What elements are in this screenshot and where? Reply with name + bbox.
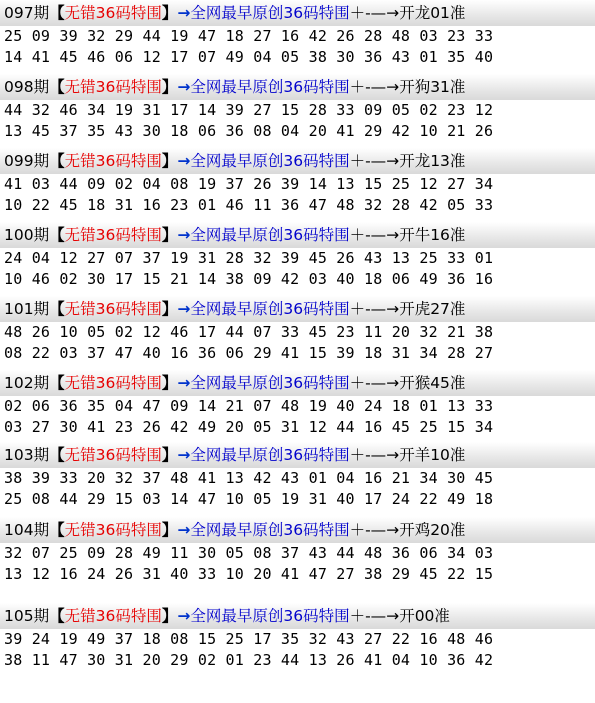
right-bracket: 】 (161, 226, 178, 244)
period-header (0, 148, 595, 174)
result-label: 开龙13准 (399, 152, 466, 170)
period-number: 102期 (4, 374, 50, 392)
number-row: 02 06 36 35 04 47 09 14 21 07 48 19 40 24 18 01 13 33 (4, 397, 494, 415)
connector: ＋-—→ (349, 226, 400, 244)
period-number: 103期 (4, 446, 50, 464)
number-row: 10 22 45 18 31 16 23 01 46 11 36 47 48 32 28 42 05 33 (4, 196, 494, 214)
left-bracket: 【 (49, 226, 65, 244)
right-bracket: 】 (161, 607, 178, 625)
number-row: 08 22 03 37 47 40 16 36 06 29 41 15 39 18 31 34 28 27 (4, 344, 494, 362)
period-number: 097期 (4, 4, 50, 22)
tag-label: 无错36码特围 (64, 78, 162, 96)
period-number: 101期 (4, 300, 50, 318)
description-label: 全网最早原创36码特围 (190, 374, 350, 392)
left-bracket: 【 (49, 446, 65, 464)
connector: ＋-—→ (349, 4, 400, 22)
period-block (0, 370, 595, 438)
tag-label: 无错36码特围 (64, 446, 162, 464)
period-header (0, 603, 595, 629)
tag-label: 无错36码特围 (64, 374, 162, 392)
number-row: 41 03 44 09 02 04 08 19 37 26 39 14 13 15 25 12 27 34 (4, 175, 494, 193)
connector: ＋-—→ (349, 446, 400, 464)
number-row: 13 12 16 24 26 31 40 33 10 20 41 47 27 38 29 45 22 15 (4, 565, 494, 583)
period-header (0, 0, 595, 26)
period-block (0, 442, 595, 510)
arrow-icon: → (177, 4, 191, 22)
period-block (0, 517, 595, 585)
result-label: 开虎27准 (399, 300, 466, 318)
left-bracket: 【 (49, 521, 65, 539)
arrow-icon: → (177, 374, 191, 392)
result-label: 开牛16准 (399, 226, 466, 244)
result-label: 开鸡20准 (399, 521, 466, 539)
period-number: 105期 (4, 607, 50, 625)
arrow-icon: → (177, 446, 191, 464)
description-label: 全网最早原创36码特围 (190, 446, 350, 464)
tag-label: 无错36码特围 (64, 300, 162, 318)
result-label: 开龙01准 (399, 4, 466, 22)
connector: ＋-—→ (349, 521, 400, 539)
number-row: 48 26 10 05 02 12 46 17 44 07 33 45 23 11 20 32 21 38 (4, 323, 494, 341)
period-header (0, 370, 595, 396)
description-label: 全网最早原创36码特围 (190, 4, 350, 22)
right-bracket: 】 (161, 446, 178, 464)
right-bracket: 】 (161, 152, 178, 170)
right-bracket: 】 (161, 78, 178, 96)
period-number: 104期 (4, 521, 50, 539)
number-row: 39 24 19 49 37 18 08 15 25 17 35 32 43 27 22 16 48 46 (4, 630, 494, 648)
connector: ＋-—→ (349, 374, 400, 392)
connector: ＋-—→ (349, 607, 400, 625)
arrow-icon: → (177, 607, 191, 625)
left-bracket: 【 (49, 78, 65, 96)
left-bracket: 【 (49, 300, 65, 318)
connector: ＋-—→ (349, 152, 400, 170)
period-number: 100期 (4, 226, 50, 244)
number-row: 24 04 12 27 07 37 19 31 28 32 39 45 26 43 13 25 33 01 (4, 249, 494, 267)
number-row: 44 32 46 34 19 31 17 14 39 27 15 28 33 09 05 02 23 12 (4, 101, 494, 119)
description-label: 全网最早原创36码特围 (190, 78, 350, 96)
arrow-icon: → (177, 521, 191, 539)
period-block (0, 222, 595, 290)
period-block (0, 296, 595, 364)
result-label: 开羊10准 (399, 446, 466, 464)
arrow-icon: → (177, 226, 191, 244)
description-label: 全网最早原创36码特围 (190, 300, 350, 318)
tag-label: 无错36码特围 (64, 226, 162, 244)
number-row: 03 27 30 41 23 26 42 49 20 05 31 12 44 16 45 25 15 34 (4, 418, 494, 436)
period-header (0, 517, 595, 543)
number-row: 32 07 25 09 28 49 11 30 05 08 37 43 44 48 36 06 34 03 (4, 544, 494, 562)
left-bracket: 【 (49, 152, 65, 170)
description-label: 全网最早原创36码特围 (190, 226, 350, 244)
number-row: 13 45 37 35 43 30 18 06 36 08 04 20 41 29 42 10 21 26 (4, 122, 494, 140)
right-bracket: 】 (161, 4, 178, 22)
left-bracket: 【 (49, 374, 65, 392)
number-row: 25 09 39 32 29 44 19 47 18 27 16 42 26 28 48 03 23 33 (4, 27, 494, 45)
result-label: 开猴45准 (399, 374, 466, 392)
tag-label: 无错36码特围 (64, 152, 162, 170)
tag-label: 无错36码特围 (64, 4, 162, 22)
result-label: 开狗31准 (399, 78, 466, 96)
period-header (0, 296, 595, 322)
period-block (0, 603, 595, 671)
number-row: 38 11 47 30 31 20 29 02 01 23 44 13 26 41 04 10 36 42 (4, 651, 494, 669)
period-header (0, 222, 595, 248)
tag-label: 无错36码特围 (64, 607, 162, 625)
number-row: 10 46 02 30 17 15 21 14 38 09 42 03 40 18 06 49 36 16 (4, 270, 494, 288)
connector: ＋-—→ (349, 78, 400, 96)
right-bracket: 】 (161, 374, 178, 392)
period-header (0, 74, 595, 100)
description-label: 全网最早原创36码特围 (190, 521, 350, 539)
left-bracket: 【 (49, 607, 65, 625)
period-block (0, 74, 595, 142)
connector: ＋-—→ (349, 300, 400, 318)
description-label: 全网最早原创36码特围 (190, 607, 350, 625)
tag-label: 无错36码特围 (64, 521, 162, 539)
right-bracket: 】 (161, 300, 178, 318)
arrow-icon: → (177, 152, 191, 170)
number-row: 38 39 33 20 32 37 48 41 13 42 43 01 04 16 21 34 30 45 (4, 469, 494, 487)
period-block (0, 0, 595, 68)
number-row: 14 41 45 46 06 12 17 07 49 04 05 38 30 36 43 01 35 40 (4, 48, 494, 66)
arrow-icon: → (177, 300, 191, 318)
right-bracket: 】 (161, 521, 178, 539)
period-block (0, 148, 595, 216)
period-number: 098期 (4, 78, 50, 96)
period-header (0, 442, 595, 468)
number-row: 25 08 44 29 15 03 14 47 10 05 19 31 40 17 24 22 49 18 (4, 490, 494, 508)
description-label: 全网最早原创36码特围 (190, 152, 350, 170)
arrow-icon: → (177, 78, 191, 96)
result-label: 开00准 (399, 607, 450, 625)
left-bracket: 【 (49, 4, 65, 22)
period-number: 099期 (4, 152, 50, 170)
